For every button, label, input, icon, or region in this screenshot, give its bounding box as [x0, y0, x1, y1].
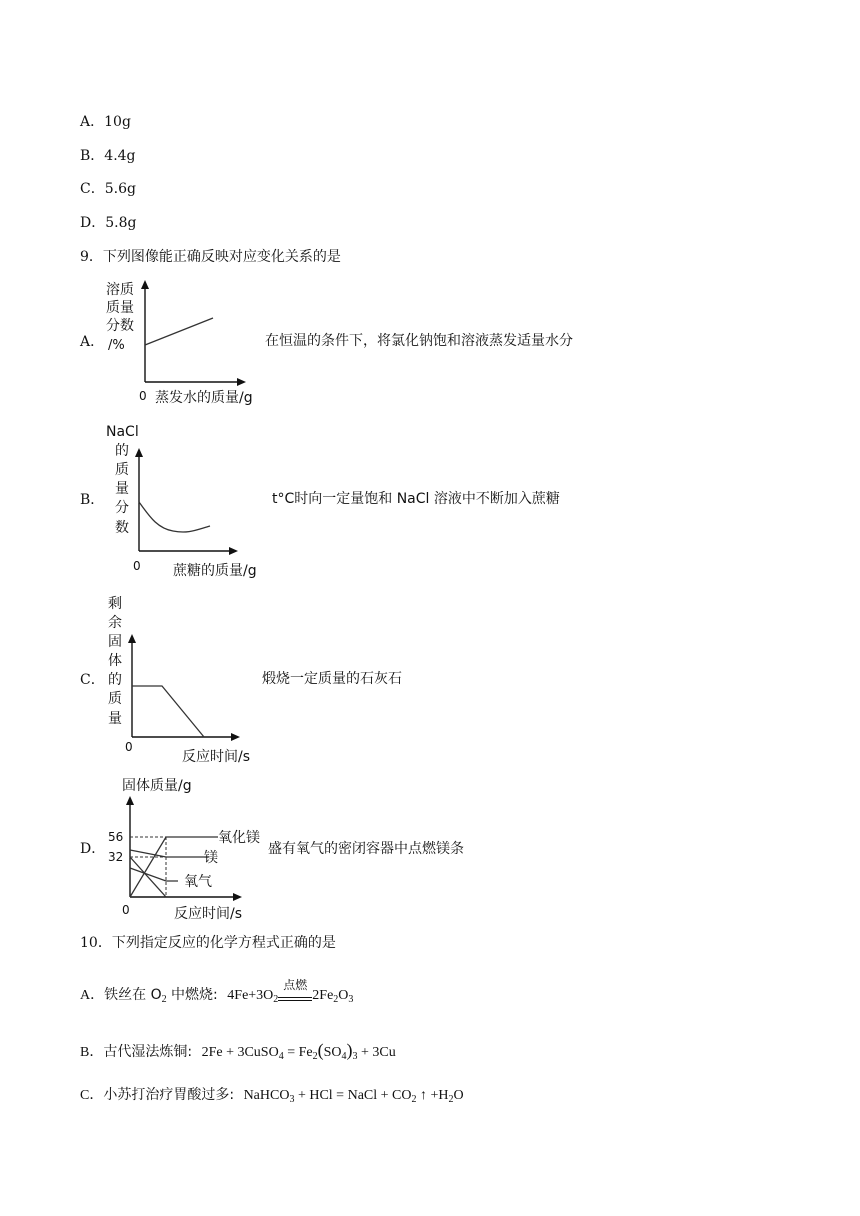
curve — [145, 318, 213, 345]
y-label: 剩 — [108, 596, 122, 612]
option-prefix-end: 中燃烧: — [166, 987, 218, 1003]
curve-o2 — [130, 868, 178, 881]
label-mg: 镁 — [204, 850, 218, 866]
prefix-sub: 2 — [161, 994, 167, 1005]
q9-d-desc: 盛有氧气的密闭容器中点燃镁条 — [268, 841, 464, 857]
curve-mg — [130, 850, 208, 857]
curve-mg-fall — [130, 857, 166, 897]
y-label: 质量 — [106, 300, 134, 316]
condition-label: 点燃 — [283, 978, 308, 992]
equation-a: $4Fe+3O_2$ 点燃 $2Fe_2O_3$ — [227, 978, 354, 1005]
q9-b-letter: B． — [80, 492, 105, 508]
q9-c-letter: C． — [80, 672, 105, 688]
q9-d-graph — [100, 770, 265, 926]
q10-option-a — [80, 978, 354, 1009]
q9-stem: 9．下列图像能正确反映对应变化关系的是 — [80, 249, 341, 265]
q8-option-b — [80, 147, 136, 165]
option-letter: C． — [80, 181, 105, 197]
q8-option-a — [80, 113, 131, 131]
y-label: 量 — [108, 711, 122, 727]
q10-option-c — [80, 1086, 464, 1109]
option-letter: A． — [80, 114, 105, 130]
y-label: 的 — [115, 443, 129, 459]
origin-label: 0 — [133, 559, 141, 573]
tick-32: 32 — [108, 850, 124, 864]
option-prefix: 小苏打治疗胃酸过多: — [103, 1087, 235, 1103]
y-axis-arrow — [141, 280, 149, 289]
option-prefix: 古代湿法炼铜: — [103, 1044, 193, 1060]
q9-a-desc: 在恒温的条件下，将氯化钠饱和溶液蒸发适量水分 — [265, 333, 573, 349]
condition-arrow — [278, 978, 312, 1001]
q9-b-desc: t°C时向一定量饱和 NaCl 溶液中不断加入蔗糖 — [272, 491, 560, 507]
y-label: 体 — [108, 653, 122, 669]
origin-label: 0 — [139, 389, 147, 403]
x-label: 蒸发水的质量/g — [155, 390, 253, 406]
option-letter: B． — [80, 148, 105, 164]
origin-label: 0 — [122, 903, 130, 917]
y-label: 固 — [108, 634, 122, 650]
y-axis-arrow — [126, 796, 134, 805]
label-o2: 氧气 — [184, 874, 212, 890]
curve — [132, 686, 204, 737]
x-label: 蔗糖的质量/g — [173, 563, 257, 579]
x-axis-arrow — [229, 547, 238, 555]
option-letter: C． — [80, 1088, 104, 1103]
y-axis-arrow — [128, 634, 136, 643]
y-label: /% — [108, 338, 125, 353]
x-label: 反应时间/s — [174, 906, 243, 922]
tick-56: 56 — [108, 830, 124, 844]
equation-c: NaHCO$_3$ + HCl = NaCl + $CO_2$ ↑ $+H_2O$ — [243, 1088, 464, 1105]
label-mgo: 氧化镁 — [218, 830, 260, 846]
q9-a-letter: A． — [80, 334, 105, 350]
origin-label: 0 — [125, 740, 133, 754]
y-label: 质 — [108, 691, 122, 707]
q9-c-desc: 煅烧一定质量的石灰石 — [262, 671, 402, 687]
option-letter: A． — [80, 988, 105, 1003]
y-label: 分 — [115, 500, 129, 516]
x-axis-arrow — [231, 733, 240, 741]
y-label: 分数 — [106, 318, 134, 334]
y-label: 量 — [115, 481, 129, 497]
option-prefix: 铁丝在 O — [104, 987, 162, 1003]
y-label: NaCl — [106, 424, 139, 440]
y-label: 数 — [115, 520, 129, 536]
q8-option-d — [80, 214, 136, 232]
q10-stem: 10．下列指定反应的化学方程式正确的是 — [80, 935, 336, 951]
y-axis-arrow — [135, 448, 143, 457]
x-axis-arrow — [237, 378, 246, 386]
option-text: 10g — [104, 114, 131, 130]
y-label: 固体质量/g — [122, 778, 192, 794]
option-letter: D． — [80, 215, 106, 231]
q9-c-graph — [100, 591, 265, 769]
y-label: 的 — [108, 672, 122, 688]
option-text: 5.6g — [104, 181, 136, 197]
option-text: 4.4g — [104, 148, 136, 164]
q8-option-c — [80, 180, 136, 198]
option-text: 5.8g — [105, 215, 137, 231]
q9-d-letter: D． — [80, 841, 106, 857]
x-label: 反应时间/s — [182, 749, 251, 765]
q9-b-graph — [100, 418, 275, 584]
equation-b: 2Fe + 3CuSO$_4$ = $Fe_2(SO_4)_3 + 3Cu$ — [201, 1040, 396, 1062]
y-label: 质 — [115, 462, 129, 478]
y-label: 溶质 — [106, 282, 134, 298]
curve — [139, 502, 210, 532]
option-letter: B． — [80, 1045, 104, 1060]
y-label: 余 — [108, 615, 122, 631]
q10-option-b — [80, 1041, 396, 1066]
x-axis-arrow — [233, 893, 242, 901]
q9-a-graph — [100, 276, 270, 410]
